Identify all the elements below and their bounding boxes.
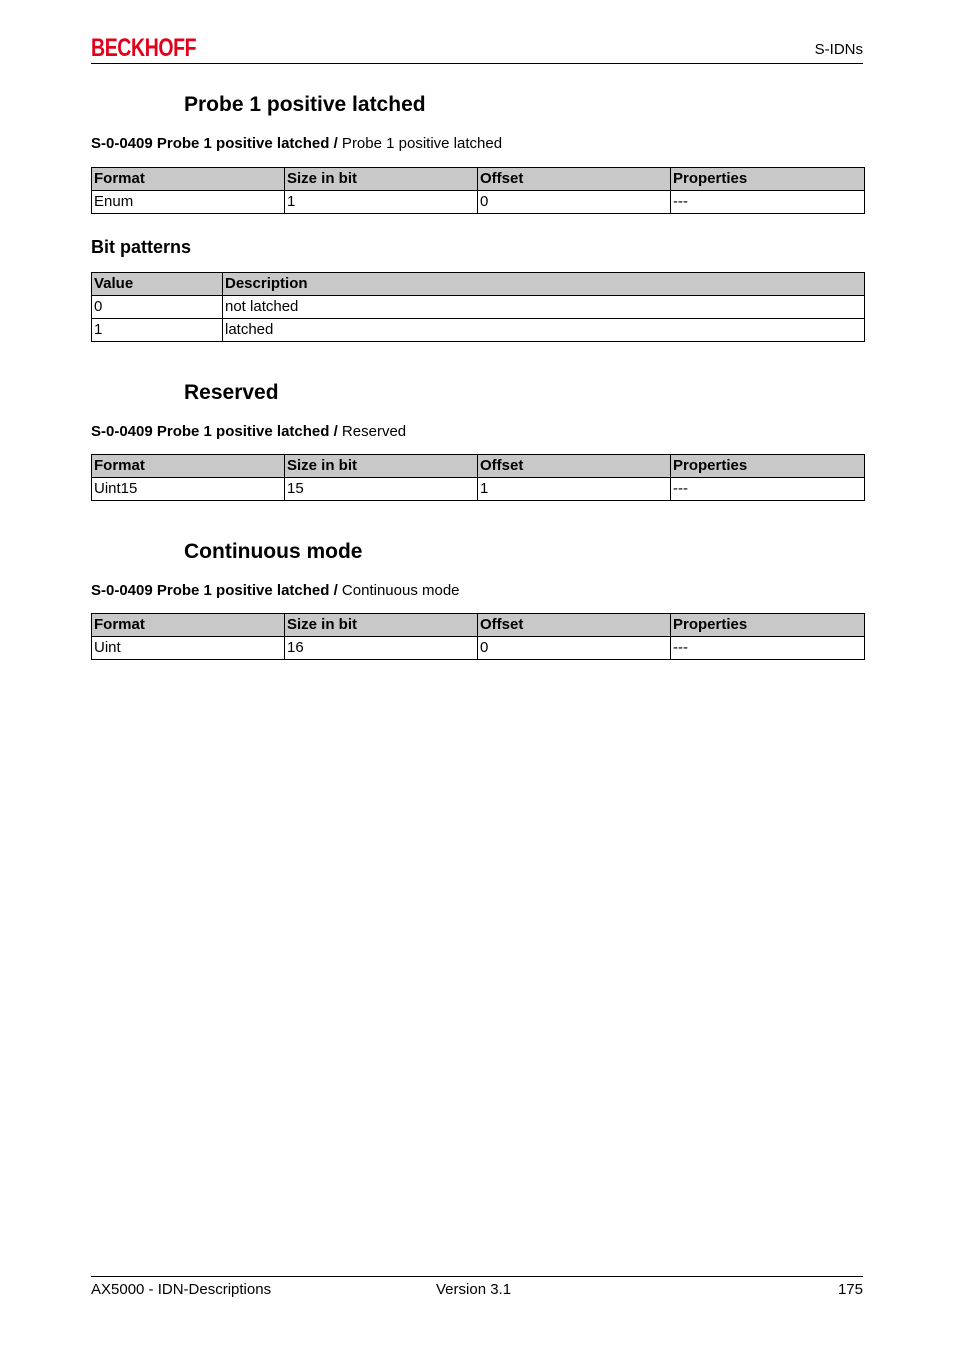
column-header: Properties — [671, 455, 865, 478]
table-header-row — [92, 614, 865, 637]
table-cell: not latched — [223, 296, 865, 319]
table-cell: --- — [671, 637, 865, 660]
subtitle-rest: Reserved — [337, 423, 407, 440]
column-header: Offset — [478, 455, 671, 478]
section-heading-reserved: Reserved — [184, 381, 279, 404]
bit-patterns-table — [91, 272, 865, 342]
column-header: Value — [92, 273, 223, 296]
subtitle-bold: S-0-0409 Probe 1 positive latched / — [91, 135, 338, 152]
header-section-title: S-IDNs — [814, 41, 863, 58]
table-cell: 16 — [285, 637, 478, 660]
table-cell: Enum — [92, 191, 285, 214]
table-cell: --- — [671, 191, 865, 214]
table-header-row — [92, 168, 865, 191]
column-header: Offset — [478, 614, 671, 637]
column-header: Properties — [671, 614, 865, 637]
column-header: Size in bit — [285, 614, 478, 637]
footer-document-title: AX5000 - IDN-Descriptions — [91, 1281, 272, 1298]
footer-version: Version 3.1 — [436, 1281, 512, 1298]
format-table-reserved — [91, 454, 865, 501]
column-header: Size in bit — [285, 168, 478, 191]
table-cell: 0 — [478, 191, 671, 214]
table-cell: Uint — [92, 637, 285, 660]
column-header: Properties — [671, 168, 865, 191]
header-rule — [91, 63, 863, 64]
table-cell: Uint15 — [92, 478, 285, 501]
column-header: Format — [92, 614, 285, 637]
column-header: Description — [223, 273, 865, 296]
table-cell: 0 — [478, 637, 671, 660]
section-subtitle-continuous — [91, 582, 460, 599]
footer-page-number: 175 — [837, 1281, 863, 1298]
column-header: Size in bit — [285, 455, 478, 478]
table-row — [92, 319, 865, 342]
format-table-probe1 — [91, 167, 865, 214]
column-header: Format — [92, 455, 285, 478]
subtitle-rest: Continuous mode — [337, 582, 460, 599]
format-table-continuous — [91, 613, 865, 660]
beckhoff-logo: BECKHOFF — [91, 34, 197, 62]
column-header: Offset — [478, 168, 671, 191]
subtitle-rest: Probe 1 positive latched — [337, 135, 503, 152]
subtitle-bold: S-0-0409 Probe 1 positive latched / — [91, 582, 338, 599]
table-cell: 0 — [92, 296, 223, 319]
table-cell: 1 — [285, 191, 478, 214]
table-row — [92, 637, 865, 660]
column-header: Format — [92, 168, 285, 191]
table-header-row — [92, 455, 865, 478]
subtitle-bold: S-0-0409 Probe 1 positive latched / — [91, 423, 338, 440]
section-subtitle-reserved — [91, 423, 406, 440]
table-cell: 1 — [478, 478, 671, 501]
table-cell: latched — [223, 319, 865, 342]
table-cell: --- — [671, 478, 865, 501]
table-cell: 15 — [285, 478, 478, 501]
bit-patterns-heading: Bit patterns — [91, 237, 192, 257]
table-row — [92, 478, 865, 501]
section-heading-continuous: Continuous mode — [184, 540, 363, 563]
table-row — [92, 296, 865, 319]
table-cell: 1 — [92, 319, 223, 342]
table-header-row — [92, 273, 865, 296]
section-subtitle-probe1 — [91, 135, 502, 152]
table-row — [92, 191, 865, 214]
footer-rule — [91, 1276, 863, 1277]
section-heading-probe1: Probe 1 positive latched — [184, 93, 426, 116]
